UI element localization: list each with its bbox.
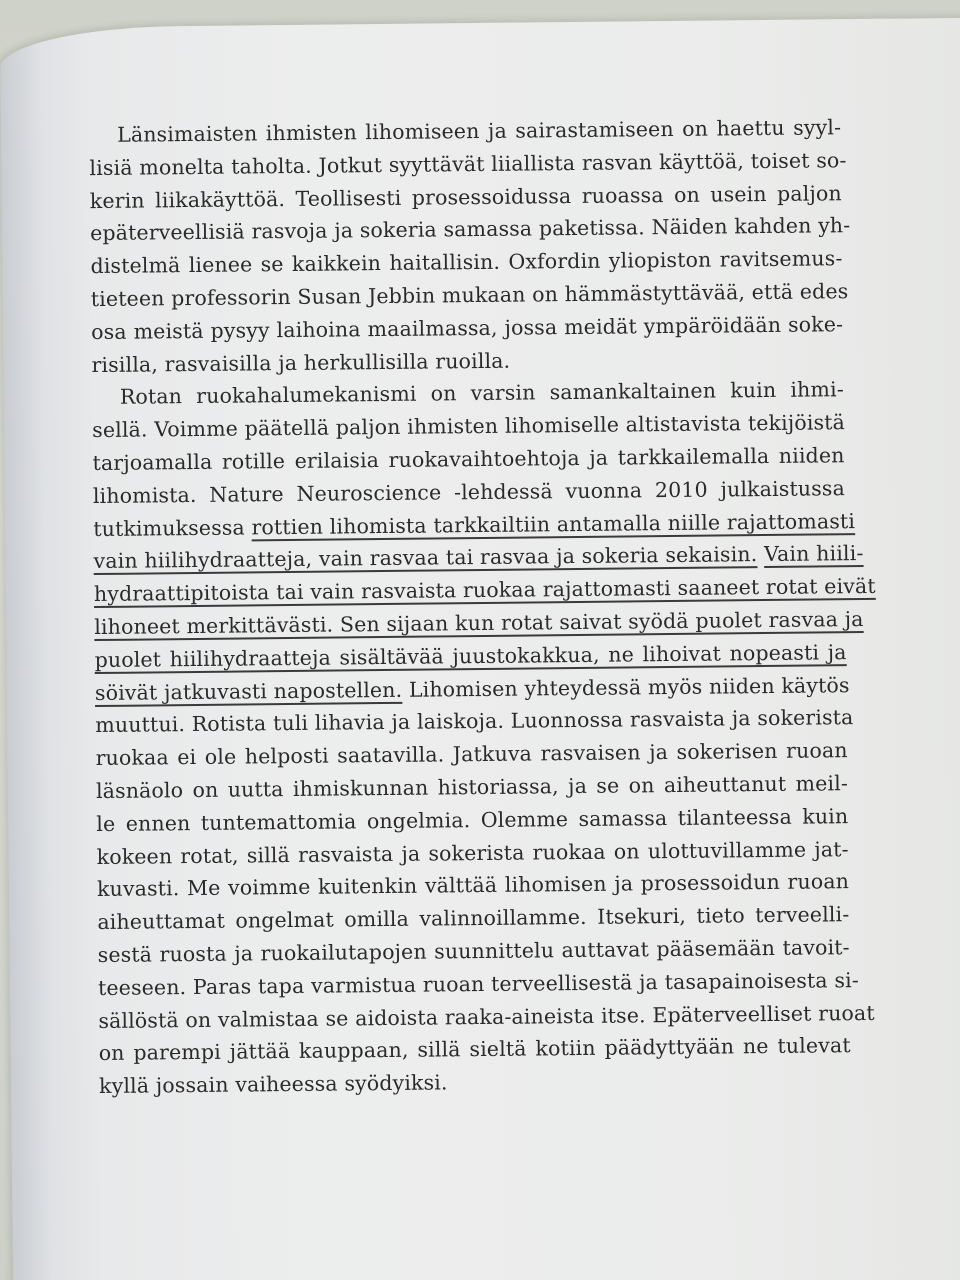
underlined-text: hydraattipitoista tai vain rasvaista ruokaa rajattomasti saaneet rotat eivät (93, 574, 876, 607)
text-line: lihomista. Nature Neuroscience -lehdessä vuonna 2010 julkaistussa (92, 475, 845, 508)
text-line: sällöstä on valmistaa se aidoista raaka-aineista itse. Epäterveelliset ruoat (98, 1000, 875, 1033)
text-line: risilla, rasvaisilla ja herkullisilla ruoilla. (91, 348, 511, 377)
text-line: läsnäolo on uutta ihmiskunnan historiassa, ja se on aiheuttanut meil- (95, 771, 849, 803)
book-page (0, 18, 960, 1280)
text-line: kokeen rotat, sillä rasvaista ja sokerista ruokaa on ulottuvillamme jat- (96, 836, 849, 869)
plain-text: tutkimuksessa (93, 514, 252, 541)
text-line: tieteen professorin Susan Jebbin mukaan on hämmästyttävää, että edes (90, 279, 849, 312)
text-line: tarjoamalla rotille erilaisia ruokavaihtoehtoja ja tarkkailemalla niiden (92, 443, 845, 476)
underlined-text: Vain hiili- (763, 541, 864, 567)
text-line: osa meistä pysyy laihoina maailmassa, jossa meidät ympäröidään soke- (91, 311, 844, 344)
underlined-text: rottien lihomista tarkkailtiin antamalla niille rajattomasti (251, 508, 856, 539)
text-line: sellä. Voimme päätellä paljon ihmisten lihomiselle altistavista tekijöistä (92, 410, 846, 443)
text-line: Länsimaisten ihmisten lihomiseen ja sairastamiseen on haettu syyl- (116, 115, 842, 147)
text-line: kuvasti. Me voimme kuitenkin välttää lihomisen ja prosessoidun ruoan (96, 869, 850, 902)
text-line: sestä ruosta ja ruokailutapojen suunnittelu auttavat pääsemään tavoit- (97, 935, 850, 967)
paragraph-1 (89, 111, 851, 381)
paragraph-2 (92, 374, 876, 1103)
text-line: lisiä monelta taholta. Jotkut syyttävät liiallista rasvan käyttöä, toiset so- (89, 147, 847, 180)
text-line: ruokaa ei ole helposti saatavilla. Jatkuva rasvaisen ja sokerisen ruoan (95, 738, 848, 771)
text-line: kyllä jossain vaiheessa syödyiksi. (98, 1070, 448, 1099)
body-text (89, 111, 876, 1103)
text-line: Rotan ruokahalumekanismi on varsin samankaltainen kuin ihmi- (119, 377, 844, 410)
text-line: distelmä lienee se kaikkein haitallisin. Oxfordin yliopiston ravitsemus- (90, 246, 843, 279)
text-line: on parempi jättää kauppaan, sillä sieltä kotiin päädyttyään ne tulevat (98, 1033, 851, 1066)
text-line: le ennen tuntemattomia ongelmia. Olemme samassa tilanteessa kuin (96, 803, 849, 836)
underlined-text: vain hiilihydraatteja, vain rasvaa tai rasvaa ja sokeria sekaisin. (93, 542, 758, 574)
text-line: muuttui. Rotista tuli lihavia ja laiskoja. Luonnossa rasvaista ja sokerista (95, 705, 854, 738)
text-line: epäterveellisiä rasvoja ja sokeria samassa paketissa. Näiden kahden yh- (90, 213, 851, 246)
text-line: kerin liikakäyttöä. Teollisesti prosessoidussa ruoassa on usein paljon (89, 180, 842, 213)
underlined-text: lihoneet merkittävästi. Sen sijaan kun rotat saivat syödä puolet rasvaa ja (94, 606, 864, 639)
underlined-text: söivät jatkuvasti napostellen. (94, 677, 403, 705)
plain-text: Lihomisen yhteydessä myös niiden käytös (402, 672, 850, 702)
text-line: aiheuttamat ongelmat omilla valinnoillamme. Itsekuri, tieto terveelli- (97, 902, 850, 935)
underlined-text: puolet hiilihydraatteja sisältävää juustokakkua, ne lihoivat nopeasti ja (94, 639, 847, 672)
text-line: teeseen. Paras tapa varmistua ruoan terveellisestä ja tasapainoisesta si- (97, 967, 859, 1000)
